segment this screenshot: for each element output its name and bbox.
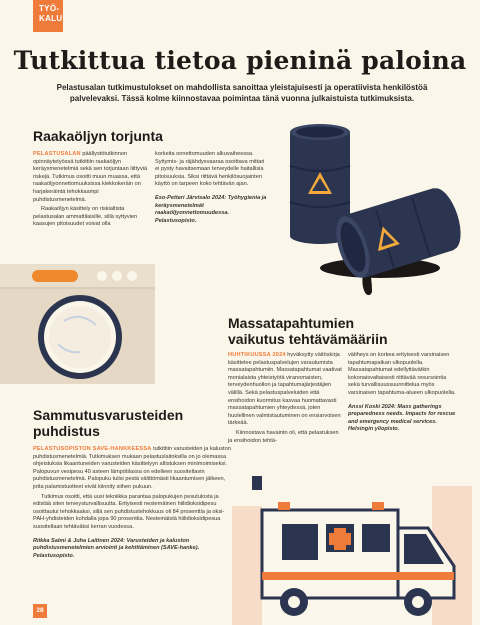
gear-citation: Riikka Salmi & Juha Laitinen 2024: Varusteiden ja kaluston puhdistusmenetelmien arviointi ja kehittäminen (SAVE-hanke). Pelastusopisto.	[33, 537, 200, 559]
events-text-1: hyväksytty väitöskirja käsittelee pelastuspalvelujen varautumista massatapahtumiin. Massatapahtumat vaativat monialaista yhteistyötä viranomaisten, terveydenhuollon ja tapahtumajärjestäjien välillä. Sekä pelastuspalveluiden että ensihoidon kuormitus kasvaa huomattavasti massatapahtumien yhteydessä, joten huolellinen valmistautuminen on ensiarvoisen tärkeää.	[228, 352, 342, 427]
intro-text: Pelastusalan tutkimustulokset on mahdollista sanoittaa yleistajuisesti ja operatiivista henkilöstöä palvelevaksi. Tässä kolme kiinnostavaa poimintaa tänä vuonna julkaistuista tutkimuksista.	[56, 83, 428, 103]
oil-text-1: päällystötutkinnon opinnäytetyössä tutkittiin raakaöljyn keräysmenetelmiä sekä sen torjuntaan liittyviä riskejä. Tutkimus osoitti muun muassa, että raakaöljyonnettomuuksissa kiekkokeräin on harjakeräintä tehokkaampi puhdistusmenetelmä.	[33, 151, 148, 203]
events-citation: Anssi Koski 2024: Mass gatherings preparedness needs. Impacts for rescue and emergency medical services. Helsingin yliopisto.	[348, 403, 456, 433]
heading-oil: Raakaöljyn torjunta	[33, 128, 163, 144]
heading-events-line-1: Massatapahtumien	[228, 315, 355, 331]
oil-text-3: korkeita onnettomuuden alkuvaiheessa. Syttymis- ja räjähdysvaaraa osoittava mittari ei pysty havaitsemaan terveydelle haitallisia pitoisuuksia. Siksi riittävä henkilösuojainten käyttö on tarpeen koko tehtävän ajan.	[155, 151, 265, 188]
oil-citation: Eso-Petteri Järvisalo 2024: Työhygienia ja keräysmenetelmät raakaöljyonnettomuudessa. Pelastusopisto.	[155, 194, 267, 224]
tag-line-2: KALU	[39, 14, 63, 23]
machine-knob-2	[112, 271, 122, 281]
events-lead: HUHTIKUUSSA 2024	[228, 352, 286, 358]
heading-gear	[33, 407, 183, 439]
gear-text-1: tutkittiin varusteiden ja kaluston puhdistusmenetelmiä. Tutkimuksen mukaan pelastuslaitoksilla on jo olemassa ohjeistuksia likaantuneiden varusteiden käsittelyyn altistuksen minimoimiseksi. Palopuvun vesipesu 40 asteen lämpötilassa on edelleen suositeltavin puhdistusmenetelmä. Palopuku tulisi pestä välittömästi likaantumisen jälkeen, jotta palamistuotteet eivät kiinnity siihen pukuun.	[33, 446, 231, 490]
heading-events-line-2: vaikutus tehtävämääriin	[228, 331, 388, 347]
washing-machine-illustration	[0, 258, 160, 386]
heading-events	[228, 315, 388, 347]
events-column-1	[228, 352, 342, 447]
tag-line-1: TYÖ-	[39, 4, 60, 13]
oil-column-2	[155, 151, 267, 227]
oil-column-1	[33, 151, 149, 231]
machine-display-shape	[32, 270, 78, 282]
events-text-3: vätiheys on korkea erityisesti varsinaisen tapahtumapaikan ulkopuolella. Massatapahtumat edellyttävätkin kokonaisvaltaisesti riittävää resursointia sekä turvallisuussuunnittelua myös varsinaisen tapahtuma-alueen ulkopuolella.	[348, 352, 456, 396]
ambulance-shape	[252, 476, 454, 598]
events-column-2	[348, 352, 458, 436]
machine-knob-1	[97, 271, 107, 281]
building-shape-1	[232, 506, 262, 625]
heading-gear-line-2: puhdistus	[33, 423, 100, 439]
events-text-2: Kiinnostava havainto oli, että pelastuksen ja ensihoidon tehtä-	[228, 429, 339, 444]
page-number: 28	[33, 604, 47, 618]
ambulance-illustration	[222, 466, 480, 625]
page-title: Tutkittua tietoa pieninä paloina	[13, 46, 467, 75]
gear-lead: PELASTUSOPISTON SAVE-HANKKEESSA	[33, 446, 152, 452]
gear-text-2: Tutkimus osoitti, että uusi tekniikka parantaa palopukujen pesutulosta ja edistää siten terveysturvallisuutta. Erityisesti nestemäinen hiilidioksidipesu osoittautui tehokkaaksi, sillä sen puhdistustehokkuus oli 84 prosenttia ja oksi-PAH-yhdisteiden kohdalla jopa 90 prosenttia. Nestemäistä hiilidioksidipesua suositellaan tehtäväksi kerran vuodessa.	[33, 493, 225, 530]
oil-barrels-illustration	[268, 118, 480, 298]
heading-gear-line-1: Sammutusvarusteiden	[33, 407, 184, 423]
machine-knob-3	[127, 271, 137, 281]
oil-lead: PELASTUSALAN	[33, 151, 81, 157]
gear-column	[33, 446, 236, 562]
section-tag	[33, 0, 63, 32]
oil-text-2: Raakaöljyn käsittely on riskialtista pelastusalan ammattilaisille, sillä syttyvien kaasujen pitoisuudet voivat olla	[33, 206, 138, 228]
barrel-front	[330, 184, 467, 282]
